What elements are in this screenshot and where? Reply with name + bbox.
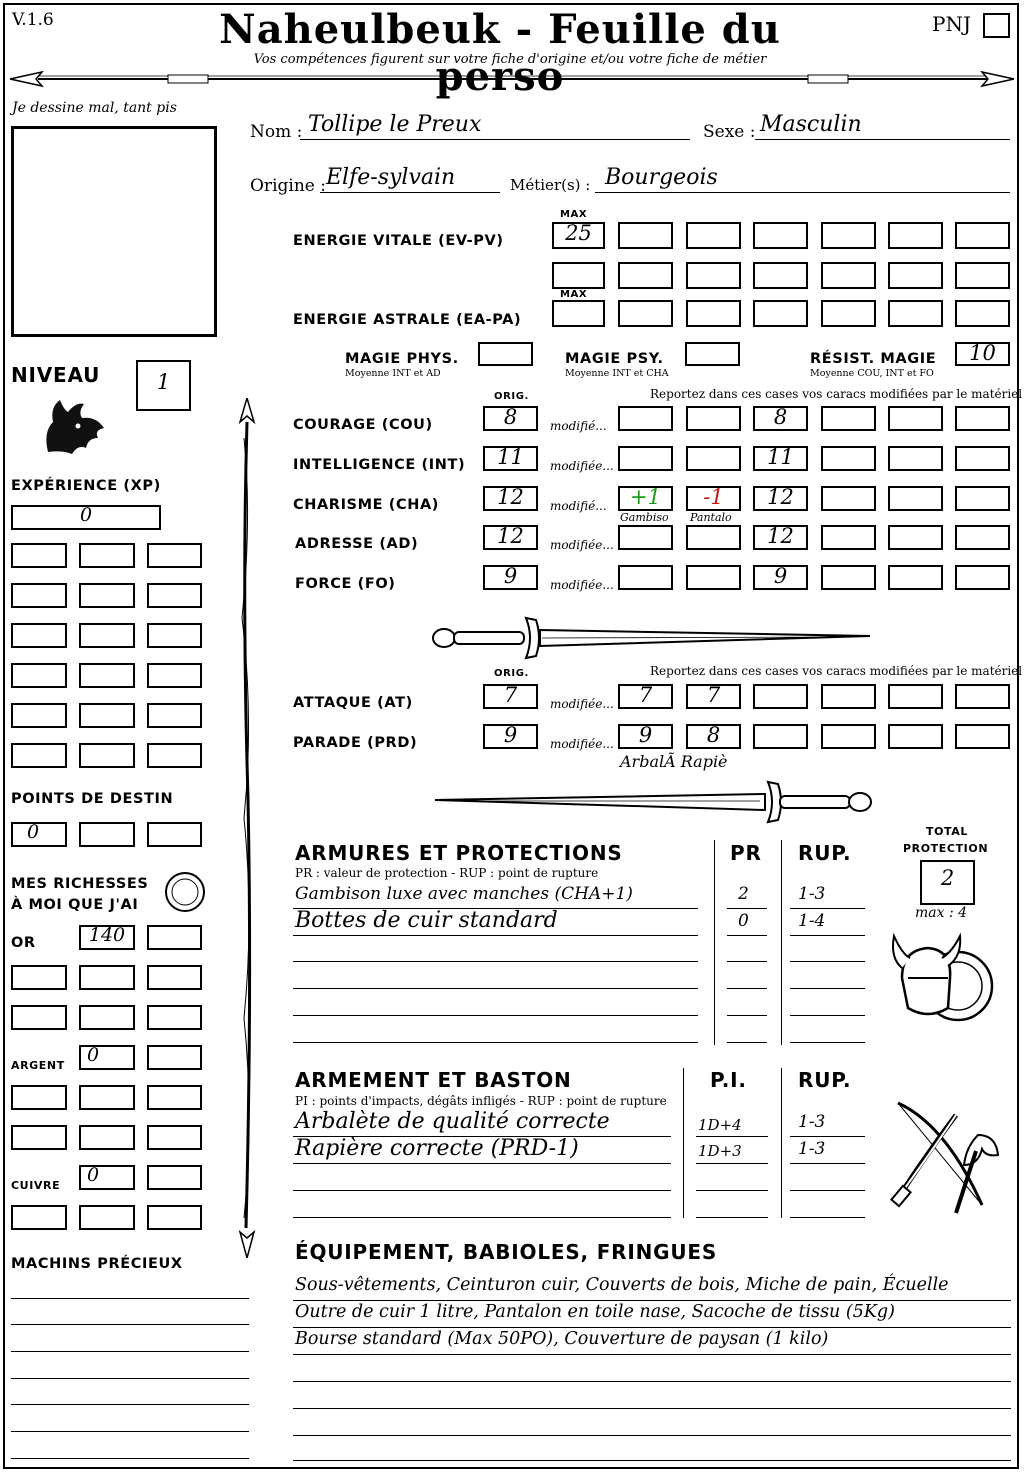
weapon-notes: ArbalÃ Rapiè (620, 752, 728, 771)
machins-line[interactable] (11, 1298, 249, 1299)
resist-magie-note: Moyenne COU, INT et FO (810, 368, 934, 379)
stat-mod-label: modifiée... (550, 459, 614, 473)
stat-mod-box[interactable] (888, 486, 943, 511)
stat-mod-box[interactable]: 8 (753, 406, 808, 431)
xp-box[interactable] (147, 543, 202, 568)
attaque-mod-label: modifiée... (550, 697, 614, 711)
armor-line[interactable] (727, 1042, 767, 1043)
stats-report-note: Reportez dans ces cases vos caracs modifiées par le matériel (650, 387, 1023, 401)
armor-line[interactable] (790, 1015, 865, 1016)
machins-line[interactable] (11, 1404, 249, 1405)
stat-mod-box[interactable] (618, 406, 673, 431)
destin-box[interactable] (147, 822, 202, 847)
origine-label: Origine : (250, 176, 326, 196)
ev-box[interactable] (821, 222, 876, 249)
destin-label: POINTS DE DESTIN (11, 791, 174, 807)
stat-mod-box[interactable] (821, 406, 876, 431)
origine-value[interactable]: Elfe-sylvain (326, 165, 456, 190)
parade-orig-box[interactable]: 9 (483, 724, 538, 749)
xp-box[interactable] (79, 703, 135, 728)
machins-line[interactable] (11, 1378, 249, 1379)
xp-box[interactable] (79, 663, 135, 688)
metier-value[interactable]: Bourgeois (605, 165, 718, 190)
stat-mod-box[interactable] (888, 406, 943, 431)
machins-line[interactable] (11, 1351, 249, 1352)
page-title: Naheulbeuk - Feuille du perso (219, 6, 781, 100)
stat-mod-box[interactable] (888, 565, 943, 590)
xp-box[interactable] (11, 703, 67, 728)
equipement-line[interactable] (293, 1408, 1011, 1409)
dragon-icon (38, 392, 108, 464)
ev-box[interactable] (686, 262, 741, 289)
pr-header: PR (730, 841, 762, 865)
portrait-box[interactable] (11, 126, 217, 337)
ev-box[interactable] (686, 222, 741, 249)
richesses-label-1: MES RICHESSES (11, 876, 149, 892)
weapon-line[interactable] (696, 1217, 768, 1218)
armures-divider (781, 840, 782, 1045)
armement-divider (683, 1068, 684, 1218)
portrait-caption: Je dessine mal, tant pis (12, 100, 177, 116)
armor-line[interactable] (790, 1042, 865, 1043)
helmet-shield-icon (888, 928, 998, 1033)
parade-mod-label: modifiée... (550, 737, 614, 751)
equipement-text[interactable]: Sous-vêtements, Ceinturon cuir, Couverts de bois, Miche de pain, Écuelle (295, 1275, 949, 1295)
armures-divider (714, 840, 715, 1045)
cuivre-box[interactable]: 0 (79, 1165, 135, 1190)
or-box[interactable] (11, 965, 67, 990)
attaque-mod-box[interactable] (955, 684, 1010, 709)
stat-mod-note: Pantalo (690, 511, 732, 524)
armement-divider (781, 1068, 782, 1218)
armor-line[interactable] (790, 988, 865, 989)
stat-mod-box[interactable]: 12 (753, 486, 808, 511)
niveau-box[interactable]: 1 (136, 360, 191, 411)
ev-box[interactable] (618, 262, 673, 289)
armor-rup[interactable]: 1-4 (798, 911, 826, 931)
stat-mod-label: modifié... (550, 419, 607, 433)
argent-box[interactable] (147, 1085, 202, 1110)
armor-line (293, 935, 698, 936)
nom-line (300, 139, 690, 140)
argent-box[interactable] (11, 1125, 67, 1150)
destin-box[interactable]: 0 (11, 822, 67, 847)
weapon-line (696, 1163, 768, 1164)
metier-label: Métier(s) : (510, 176, 591, 194)
weapon-line (790, 1136, 865, 1137)
xp-box[interactable] (11, 583, 67, 608)
stat-mod-box[interactable] (686, 525, 741, 550)
armor-line (790, 908, 865, 909)
argent-box[interactable]: 0 (79, 1045, 135, 1070)
spear-vertical-icon (232, 398, 262, 1258)
stat-mod-box[interactable] (955, 486, 1010, 511)
or-box[interactable] (147, 925, 202, 950)
armor-line[interactable] (293, 1042, 698, 1043)
xp-box[interactable] (79, 543, 135, 568)
parade-mod-box[interactable]: 8 (686, 724, 741, 749)
xp-box[interactable] (147, 663, 202, 688)
stat-mod-box[interactable]: 12 (753, 525, 808, 550)
total-protection-box[interactable]: 2 (920, 860, 975, 905)
weapon-rup[interactable]: 1-3 (798, 1112, 826, 1132)
sword-icon (430, 612, 875, 660)
stat-mod-box[interactable] (821, 446, 876, 471)
stat-label: INTELLIGENCE (INT) (293, 457, 466, 473)
magie-psy-label: MAGIE PSY. (565, 351, 664, 367)
armures-note: PR : valeur de protection - RUP : point de rupture (295, 866, 599, 880)
metier-line (595, 192, 1010, 193)
richesses-label-2: À MOI QUE J'AI (11, 897, 139, 913)
parade-mod-box[interactable] (888, 724, 943, 749)
magie-phys-box[interactable] (478, 342, 533, 366)
ea-max-box[interactable] (552, 300, 605, 327)
or-box[interactable] (147, 1005, 202, 1030)
ea-box[interactable] (618, 300, 673, 327)
ev-max-box[interactable]: 25 (552, 222, 605, 249)
stat-label: FORCE (FO) (295, 576, 396, 592)
stat-mod-box[interactable] (686, 565, 741, 590)
rup-header: RUP. (798, 841, 852, 865)
ev-box[interactable] (955, 262, 1010, 289)
pnj-label: PNJ (932, 12, 971, 36)
ev-box[interactable] (753, 262, 808, 289)
ev-box[interactable] (753, 222, 808, 249)
cuivre-box[interactable] (147, 1205, 202, 1230)
armement-note: PI : points d'impacts, dégâts infligés - RUP : point de rupture (295, 1094, 667, 1108)
weapon-line[interactable] (696, 1190, 768, 1191)
stat-mod-box[interactable] (955, 525, 1010, 550)
stat-mod-box[interactable]: +1 (618, 486, 673, 511)
armor-line[interactable] (293, 988, 698, 989)
stat-mod-box[interactable] (686, 406, 741, 431)
sword-icon (430, 778, 875, 826)
stat-orig-box[interactable]: 12 (483, 525, 538, 550)
armor-line (727, 908, 767, 909)
attaque-orig-box[interactable]: 7 (483, 684, 538, 709)
equipement-line (293, 1354, 1011, 1355)
cuivre-label: CUIVRE (11, 1179, 61, 1192)
weapon-line (293, 1163, 671, 1164)
ev-box[interactable] (552, 262, 605, 289)
stat-orig-box[interactable]: 8 (483, 406, 538, 431)
pi-header: P.I. (710, 1068, 747, 1092)
equipement-line (293, 1300, 1011, 1301)
nom-label: Nom : (250, 122, 303, 142)
equipement-line[interactable] (293, 1460, 1011, 1461)
xp-box[interactable] (11, 663, 67, 688)
xp-box[interactable] (147, 703, 202, 728)
armor-rup[interactable]: 1-3 (798, 884, 826, 904)
armor-line[interactable] (727, 961, 767, 962)
niveau-label: NIVEAU (11, 363, 101, 387)
argent-box[interactable] (11, 1085, 67, 1110)
armement-title: ARMEMENT ET BASTON (295, 1068, 572, 1092)
ev-label: ENERGIE VITALE (EV-PV) (293, 233, 504, 249)
stat-mod-label: modifié... (550, 499, 607, 513)
equipement-line[interactable] (293, 1381, 1011, 1382)
total-label: TOTAL (926, 825, 969, 838)
stat-mod-box[interactable] (888, 446, 943, 471)
armor-line[interactable] (293, 961, 698, 962)
stat-mod-label: modifiée... (550, 578, 614, 592)
or-box[interactable]: 140 (79, 925, 135, 950)
ev-box[interactable] (888, 262, 943, 289)
parade-mod-box[interactable] (821, 724, 876, 749)
stat-mod-box[interactable]: -1 (686, 486, 741, 511)
nom-value[interactable]: Tollipe le Preux (308, 112, 482, 137)
argent-box[interactable] (79, 1125, 135, 1150)
machins-line[interactable] (11, 1324, 249, 1325)
stat-mod-box[interactable] (955, 406, 1010, 431)
xp-box[interactable] (11, 743, 67, 768)
weapon-line[interactable] (790, 1217, 865, 1218)
equipement-title: ÉQUIPEMENT, BABIOLES, FRINGUES (295, 1240, 718, 1264)
machins-label: MACHINS PRÉCIEUX (11, 1256, 183, 1272)
armor-line[interactable] (790, 961, 865, 962)
attaque-mod-box[interactable]: 7 (686, 684, 741, 709)
cuivre-box[interactable] (147, 1165, 202, 1190)
weapons-icon (886, 1095, 1004, 1220)
weapon-name[interactable]: Rapière correcte (PRD-1) (295, 1136, 579, 1161)
armor-name[interactable]: Gambison luxe avec manches (CHA+1) (295, 884, 633, 904)
or-box[interactable] (79, 1005, 135, 1030)
stat-label: COURAGE (COU) (293, 417, 433, 433)
spear-divider (8, 68, 1016, 90)
ev-box[interactable] (821, 262, 876, 289)
ea-max-label: MAX (560, 289, 588, 300)
xp-box[interactable] (147, 623, 202, 648)
resist-magie-label: RÉSIST. MAGIE (810, 351, 937, 367)
weapon-name[interactable]: Arbalète de qualité correcte (295, 1109, 610, 1134)
parade-mod-box[interactable] (955, 724, 1010, 749)
attaque-mod-box[interactable]: 7 (618, 684, 673, 709)
argent-box[interactable] (79, 1085, 135, 1110)
armures-title: ARMURES ET PROTECTIONS (295, 841, 623, 865)
stat-mod-note: Gambiso (620, 511, 669, 524)
stat-mod-box[interactable] (888, 525, 943, 550)
weapon-line[interactable] (293, 1217, 671, 1218)
equipement-line[interactable] (293, 1435, 1011, 1436)
magie-phys-label: MAGIE PHYS. (345, 351, 459, 367)
stat-mod-box[interactable] (821, 565, 876, 590)
ev-box[interactable] (618, 222, 673, 249)
weapon-pi[interactable]: 1D+3 (698, 1142, 742, 1160)
orig-label: ORIG. (494, 391, 529, 402)
xp-box[interactable] (79, 743, 135, 768)
stat-mod-box[interactable] (686, 446, 741, 471)
stat-orig-box[interactable]: 12 (483, 486, 538, 511)
stat-mod-label: modifiée... (550, 538, 614, 552)
weapon-pi[interactable]: 1D+4 (698, 1116, 742, 1134)
machins-line[interactable] (11, 1431, 249, 1432)
equipement-text[interactable]: Outre de cuir 1 litre, Pantalon en toile nase, Sacoche de tissu (5Kg) (295, 1302, 895, 1322)
rup-header: RUP. (798, 1068, 852, 1092)
stat-mod-box[interactable] (955, 565, 1010, 590)
xp-box[interactable] (147, 743, 202, 768)
stat-orig-box[interactable]: 9 (483, 565, 538, 590)
magie-psy-note: Moyenne INT et CHA (565, 368, 669, 379)
or-box[interactable] (147, 965, 202, 990)
origine-line (320, 192, 500, 193)
magie-psy-box[interactable] (685, 342, 740, 366)
parade-mod-box[interactable]: 9 (618, 724, 673, 749)
ea-box[interactable] (888, 300, 943, 327)
ev-box[interactable] (955, 222, 1010, 249)
armor-pr[interactable]: 2 (738, 884, 749, 904)
xp-box[interactable] (11, 543, 67, 568)
armor-line (727, 935, 767, 936)
attaque-mod-box[interactable] (753, 684, 808, 709)
xp-box[interactable] (147, 583, 202, 608)
coin-icon (163, 870, 207, 914)
or-box[interactable] (11, 1005, 67, 1030)
sexe-label: Sexe : (703, 122, 756, 142)
equipement-text[interactable]: Bourse standard (Max 50PO), Couverture de paysan (1 kilo) (295, 1329, 829, 1349)
stat-mod-box[interactable]: 9 (753, 565, 808, 590)
stat-mod-box[interactable] (618, 525, 673, 550)
stat-label: CHARISME (CHA) (293, 497, 440, 513)
or-box[interactable] (79, 965, 135, 990)
sexe-line (755, 139, 1010, 140)
ev-box[interactable] (888, 222, 943, 249)
protection-label: PROTECTION (903, 842, 989, 855)
weapon-line (696, 1136, 768, 1137)
stat-mod-box[interactable] (821, 525, 876, 550)
weapon-line[interactable] (293, 1190, 671, 1191)
armor-line (790, 935, 865, 936)
attaque-mod-box[interactable] (888, 684, 943, 709)
pnj-checkbox[interactable] (983, 13, 1010, 38)
cuivre-box[interactable] (79, 1205, 135, 1230)
ev-max-label: MAX (560, 209, 588, 220)
weapon-rup[interactable]: 1-3 (798, 1139, 826, 1159)
argent-box[interactable] (147, 1045, 202, 1070)
destin-box[interactable] (79, 822, 135, 847)
machins-line[interactable] (11, 1458, 249, 1459)
stat-mod-box[interactable]: 11 (753, 446, 808, 471)
ea-label: ENERGIE ASTRALE (EA-PA) (293, 312, 522, 328)
stat-mod-box[interactable] (955, 446, 1010, 471)
sexe-value[interactable]: Masculin (760, 112, 862, 137)
ea-box[interactable] (686, 300, 741, 327)
stat-label: ADRESSE (AD) (295, 536, 419, 552)
combat-report-note: Reportez dans ces cases vos caracs modifiées par le matériel (650, 664, 1023, 678)
armor-line[interactable] (727, 988, 767, 989)
ea-box[interactable] (821, 300, 876, 327)
xp-box[interactable] (11, 623, 67, 648)
page-subtitle: Vos compétences figurent sur votre fiche d'origine et/ou votre fiche de métier (253, 52, 767, 67)
armor-pr[interactable]: 0 (738, 911, 749, 931)
xp-box[interactable]: 0 (11, 505, 161, 530)
xp-box[interactable] (79, 623, 135, 648)
parade-mod-box[interactable] (753, 724, 808, 749)
armor-line[interactable] (727, 1015, 767, 1016)
cuivre-box[interactable] (11, 1205, 67, 1230)
magie-phys-note: Moyenne INT et AD (345, 368, 441, 379)
or-label: OR (11, 935, 36, 951)
stat-orig-box[interactable]: 11 (483, 446, 538, 471)
argent-label: ARGENT (11, 1059, 65, 1072)
armor-line[interactable] (293, 1015, 698, 1016)
ea-box[interactable] (753, 300, 808, 327)
max-protection-note: max : 4 (915, 905, 968, 921)
xp-box[interactable] (79, 583, 135, 608)
combat-orig-label: ORIG. (494, 668, 529, 679)
attaque-label: ATTAQUE (AT) (293, 695, 413, 711)
weapon-line[interactable] (790, 1190, 865, 1191)
equipement-line (293, 1327, 1011, 1328)
version-label: V.1.6 (12, 10, 54, 30)
ea-box[interactable] (955, 300, 1010, 327)
stat-mod-box[interactable] (821, 486, 876, 511)
xp-label: EXPÉRIENCE (XP) (11, 478, 161, 494)
attaque-mod-box[interactable] (821, 684, 876, 709)
argent-box[interactable] (147, 1125, 202, 1150)
stat-mod-box[interactable] (618, 446, 673, 471)
armor-name[interactable]: Bottes de cuir standard (295, 908, 558, 933)
weapon-line (790, 1163, 865, 1164)
resist-magie-box[interactable]: 10 (955, 342, 1010, 366)
parade-label: PARADE (PRD) (293, 735, 418, 751)
stat-mod-box[interactable] (618, 565, 673, 590)
